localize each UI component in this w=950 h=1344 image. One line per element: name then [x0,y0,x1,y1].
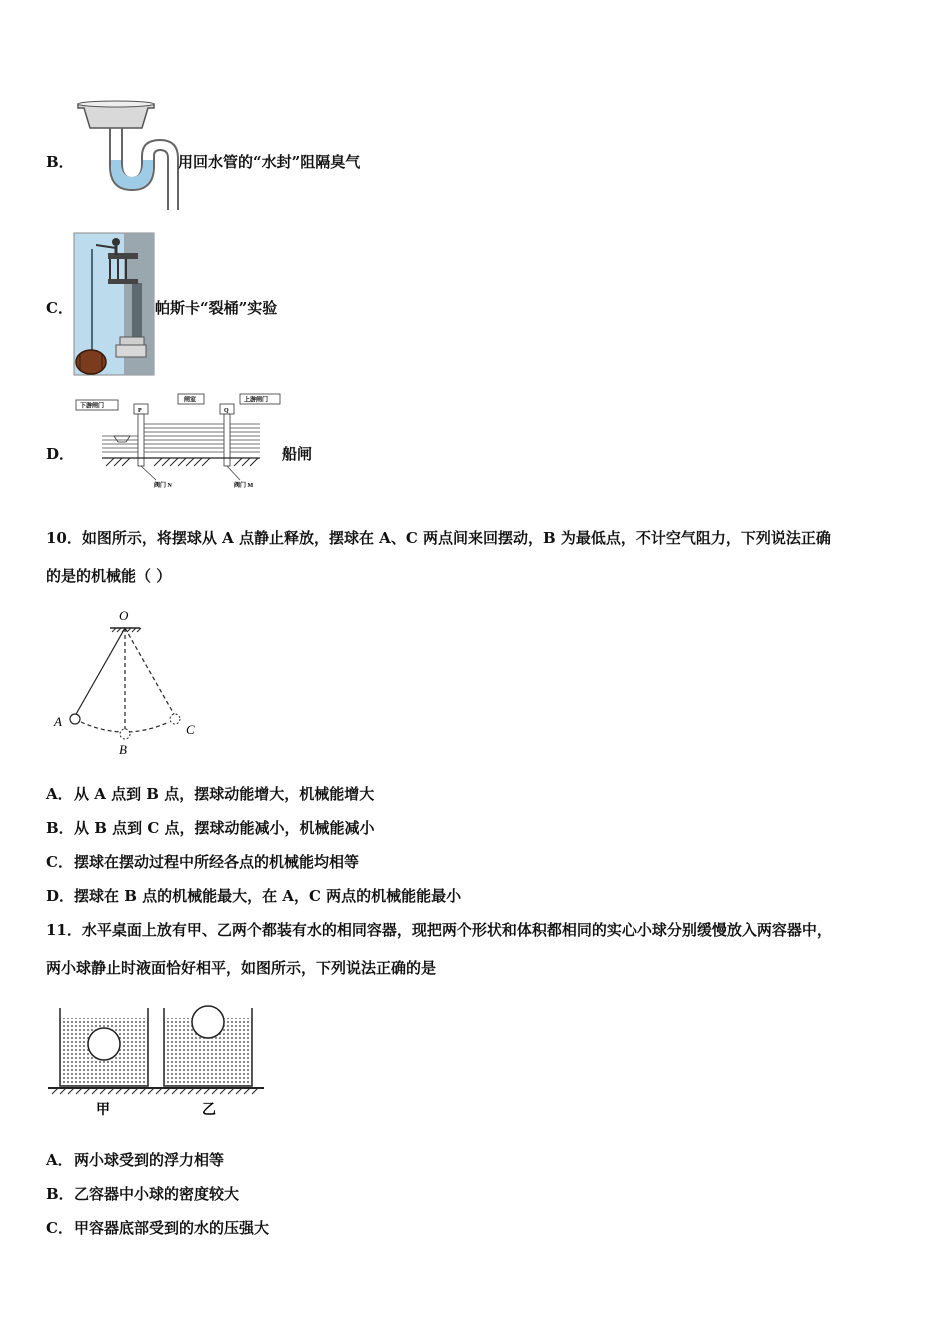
option-d-q9 [46,444,74,464]
option-letter: B． [46,1185,74,1203]
option-b-q9 [46,152,74,172]
option-a-q11 [46,1150,224,1170]
downstream-gate-label: 下游闸门 [80,403,105,410]
valve-n-label: 阀门 N [154,483,172,489]
question-10-stem-line1: 10．如图所示，将摆球从 A 点静止释放，摆球在 A、C 两点间来回摆动，B 为最低点，不计空气阻力，下列说法正确 [46,529,831,547]
option-letter: A． [46,785,73,803]
label-jia: 甲 [96,1102,110,1118]
option-text: 从 A 点到 B 点，摆球动能增大，机械能增大 [74,785,375,803]
option-letter: D． [46,445,75,463]
containers-figure [46,1000,266,1122]
option-letter: A． [46,1151,73,1169]
option-b-q9-text: 用回水管的“水封”阻隔臭气 [178,153,361,171]
question-11-stem-line2: 两小球静止时液面恰好相平，如图所示，下列说法正确的是 [46,959,437,977]
pascal-barrel-figure [74,233,154,375]
question-11-stem-line1: 11．水平桌面上放有甲、乙两个都装有水的相同容器，现把两个形状和体积都相同的实心小球分别缓慢放入两容器中， [46,921,832,939]
option-text: 从 B 点到 C 点，摆球动能减小，机械能减小 [74,819,375,837]
option-a-q10 [46,784,374,804]
chamber-label: 闸室 [184,397,197,404]
option-c-q11 [46,1218,269,1238]
option-text: 乙容器中小球的密度较大 [74,1185,240,1203]
label-o: O [119,608,129,623]
valve-m-label: 阀门 M [234,483,254,489]
option-letter: C． [46,299,73,317]
label-a: A [54,714,62,729]
option-letter: D． [46,887,75,905]
label-c: C [186,722,195,737]
label-yi: 乙 [202,1102,216,1118]
option-d-q10 [46,886,461,906]
upstream-gate-label: 上游闸门 [244,397,269,404]
option-b-q11 [46,1184,239,1204]
sink-trap-figure [76,98,176,213]
option-b-q10 [46,818,375,838]
option-c-q9 [46,298,74,318]
label-b: B [119,742,127,757]
option-d-q9-text: 船闸 [282,445,313,463]
option-letter: C． [46,1219,73,1237]
option-letter: B． [46,819,74,837]
question-10-stem-line2: 的是的机械能（ ） [46,567,172,585]
option-letter: C． [46,853,73,871]
option-text: 甲容器底部受到的水的压强大 [74,1219,270,1237]
ship-lock-figure [74,392,284,492]
option-c-q10 [46,852,359,872]
option-text: 摆球在摆动过程中所经各点的机械能均相等 [74,853,360,871]
p-label: P [138,408,142,414]
option-letter: B． [46,153,74,171]
option-text: 摆球在 B 点的机械能最大，在 A，C 两点的机械能能最小 [74,887,462,905]
option-c-q9-text: 帕斯卡“裂桶”实验 [155,299,278,317]
q-label: Q [224,408,229,414]
option-text: 两小球受到的浮力相等 [74,1151,225,1169]
pendulum-figure [50,608,210,760]
